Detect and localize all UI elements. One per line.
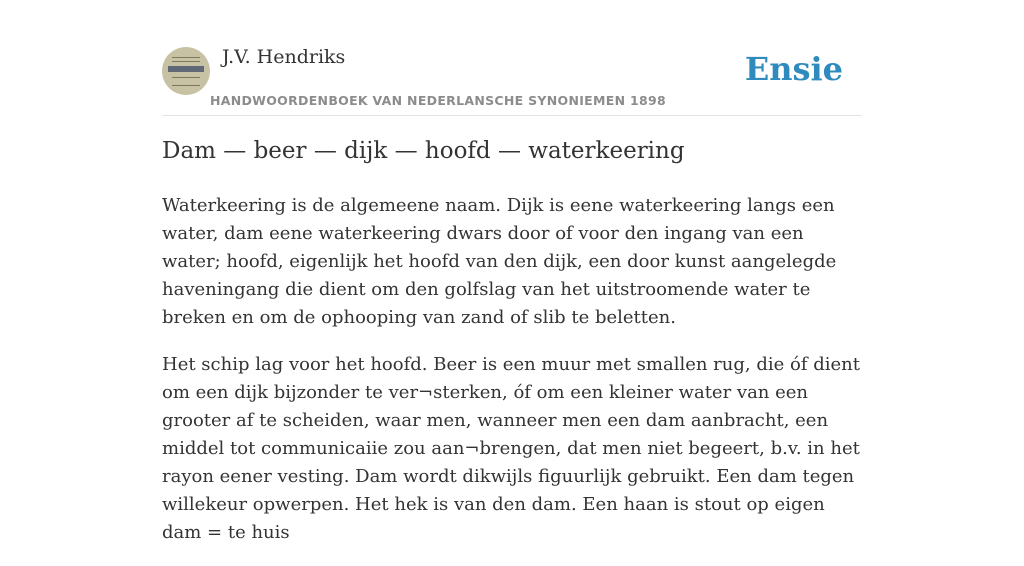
- entry-content: [162, 192, 862, 566]
- avatar-detail: [172, 85, 200, 86]
- avatar-detail: [172, 77, 200, 78]
- avatar[interactable]: [162, 47, 210, 95]
- avatar-detail: [172, 61, 200, 62]
- brand-logo[interactable]: Ensie: [744, 50, 843, 88]
- avatar-detail: [172, 57, 200, 58]
- header: [162, 46, 862, 116]
- paragraph: Waterkeering is de algemeene naam. Dijk is eene waterkeering langs een water, dam eene waterkeering dwars door of voor den ingang van een water; hoofd, eigenlijk het hoofd van den dijk, een door kunst aangelegde haveningang die dient om den golfslag van het uitstroomende water te breken en om de ophooping van zand of slib te beletten.: [162, 195, 837, 328]
- source-title[interactable]: HANDWOORDENBOEK VAN NEDERLANSCHE SYNONIEMEN 1898: [210, 93, 667, 108]
- paragraph: Het schip lag voor het hoofd. Beer is een muur met smallen rug, die óf dient om een dijk bijzonder te ver¬sterken, óf om een kleiner water van een grooter af te scheiden, waar men, wanneer men een dam aanbracht, een middel tot communicaiie zou aan¬brengen, dat men niet begeert, b.v. in het rayon eener vesting. Dam wordt dikwijls figuurlijk gebruikt. Een dam tegen willekeur opwerpen. Het hek is van den dam. Een haan is stout op eigen dam = te huis: [162, 354, 860, 543]
- author-name[interactable]: J.V. Hendriks: [222, 46, 346, 68]
- page-title: Dam — beer — dijk — hoofd — waterkeering: [162, 138, 685, 164]
- avatar-detail: [168, 66, 204, 72]
